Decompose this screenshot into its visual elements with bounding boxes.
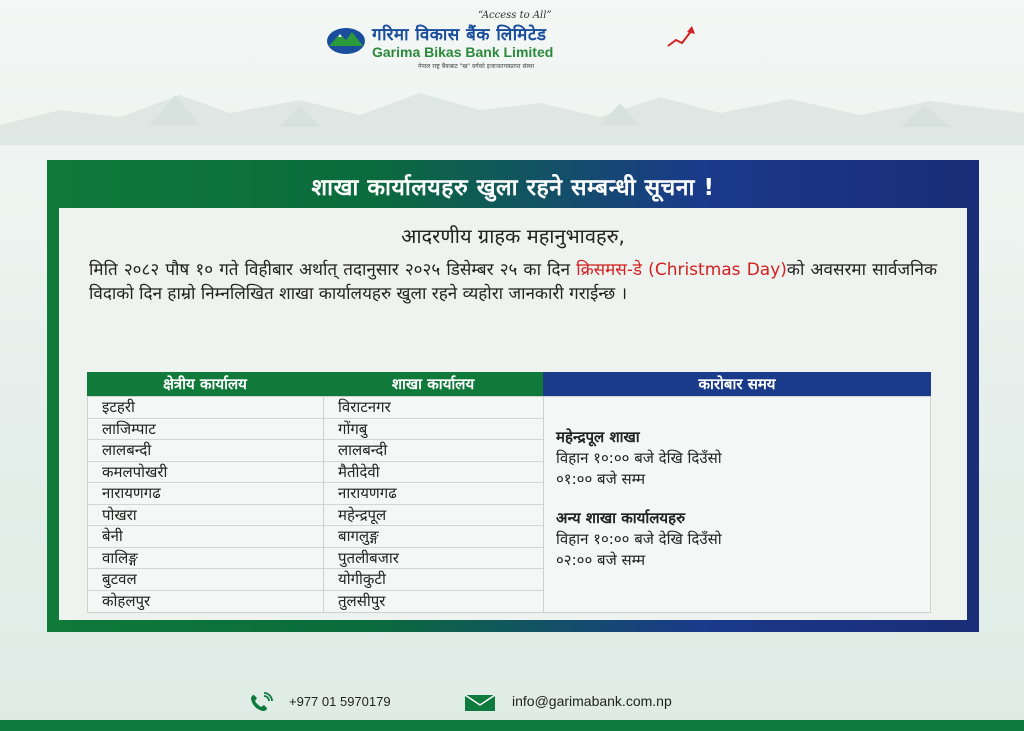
branch-table	[87, 372, 931, 613]
salutation: आदरणीय ग्राहक महानुभावहरु,	[401, 224, 625, 248]
notice-body	[59, 208, 967, 620]
header-business-hours: कारोबार समय	[543, 372, 931, 396]
table-cell: लालबन्दी	[88, 440, 323, 462]
table-cell: बेनी	[88, 526, 323, 548]
mail-icon	[464, 694, 496, 712]
regional-office-column	[88, 397, 324, 612]
table-cell: नारायणगढ	[88, 483, 323, 505]
timing-branch1-name: महेन्द्रपूल शाखा	[556, 428, 640, 446]
table-body	[87, 396, 931, 613]
email-address[interactable]: info@garimabank.com.np	[512, 693, 672, 709]
table-cell: पोखरा	[88, 505, 323, 527]
header-branch-office: शाखा कार्यालय	[323, 372, 543, 396]
timing-branch1-line1: विहान १०:०० बजे देखि दिउँसो	[556, 449, 722, 467]
table-cell: कोहलपुर	[102, 592, 151, 611]
table-header	[87, 372, 931, 396]
timing-branch1-line2: ०१:०० बजे सम्म	[556, 470, 646, 488]
timing-branch2-name: अन्य शाखा कार्यालयहरु	[556, 509, 686, 527]
table-cell: कमलपोखरी	[88, 462, 323, 484]
growth-arrow-icon	[666, 24, 696, 50]
bank-logo	[326, 8, 706, 70]
bank-name-nepali: गरिमा विकास बैंक लिमिटेड	[372, 25, 547, 45]
table-cell: इटहरी	[88, 397, 323, 419]
contact-footer	[0, 688, 1024, 718]
bank-emblem-icon	[326, 26, 366, 56]
table-cell: नारायणगढ	[324, 483, 543, 505]
timing-branch2-line1: विहान १०:०० बजे देखि दिउँसो	[556, 530, 722, 548]
table-cell: लाजिम्पाट	[88, 419, 323, 441]
bank-subtitle: नेपाल राष्ट्र बैंकबाट "ख" वर्गको इजाजतपत्रप्राप्त संस्था	[418, 63, 535, 70]
table-cell: तुलसीपुर	[338, 592, 386, 611]
branch-office-column	[324, 397, 544, 612]
table-cell: महेन्द्रपूल	[324, 505, 543, 527]
table-cell: लालबन्दी	[324, 440, 543, 462]
bank-name-english: Garima Bikas Bank Limited	[372, 44, 554, 60]
bank-tagline: “Access to All”	[478, 10, 552, 21]
phone-icon	[248, 692, 274, 714]
table-cell: मैतीदेवी	[324, 462, 543, 484]
table-cell: पुतलीबजार	[324, 548, 543, 570]
header-regional-office: क्षेत्रीय कार्यालय	[87, 372, 323, 396]
intro-highlight: क्रिसमस-डे (Christmas Day)	[576, 260, 787, 280]
table-cell: योगीकुटी	[324, 569, 543, 591]
table-cell: विराटनगर	[324, 397, 543, 419]
intro-text-part2: को अवसरमा सार्वजनिक विदाको दिन हाम्रो निम्नलिखित शाखा कार्यालयहरु खुला रहने व्यहोरा जानकारी गराईन्छ ।	[89, 260, 937, 304]
bottom-bar	[0, 720, 1024, 731]
business-hours-column	[544, 397, 930, 612]
notice-intro	[89, 258, 937, 306]
notice-title: शाखा कार्यालयहरु खुला रहने सम्बन्धी सूचना !	[311, 175, 715, 201]
phone-number[interactable]: +977 01 5970179	[289, 694, 391, 709]
table-cell: गोंगबु	[324, 419, 543, 441]
intro-text-part1: मिति २०८२ पौष १० गते विहीबार अर्थात् तदानुसार २०२५ डिसेम्बर २५ का दिन	[89, 260, 577, 280]
notice-card	[47, 160, 979, 632]
timing-branch2-line2: ०२:०० बजे सम्म	[556, 551, 646, 569]
table-cell: बागलुङ्ग	[324, 526, 543, 548]
table-cell: बुटवल	[88, 569, 323, 591]
table-cell: वालिङ्ग	[88, 548, 323, 570]
